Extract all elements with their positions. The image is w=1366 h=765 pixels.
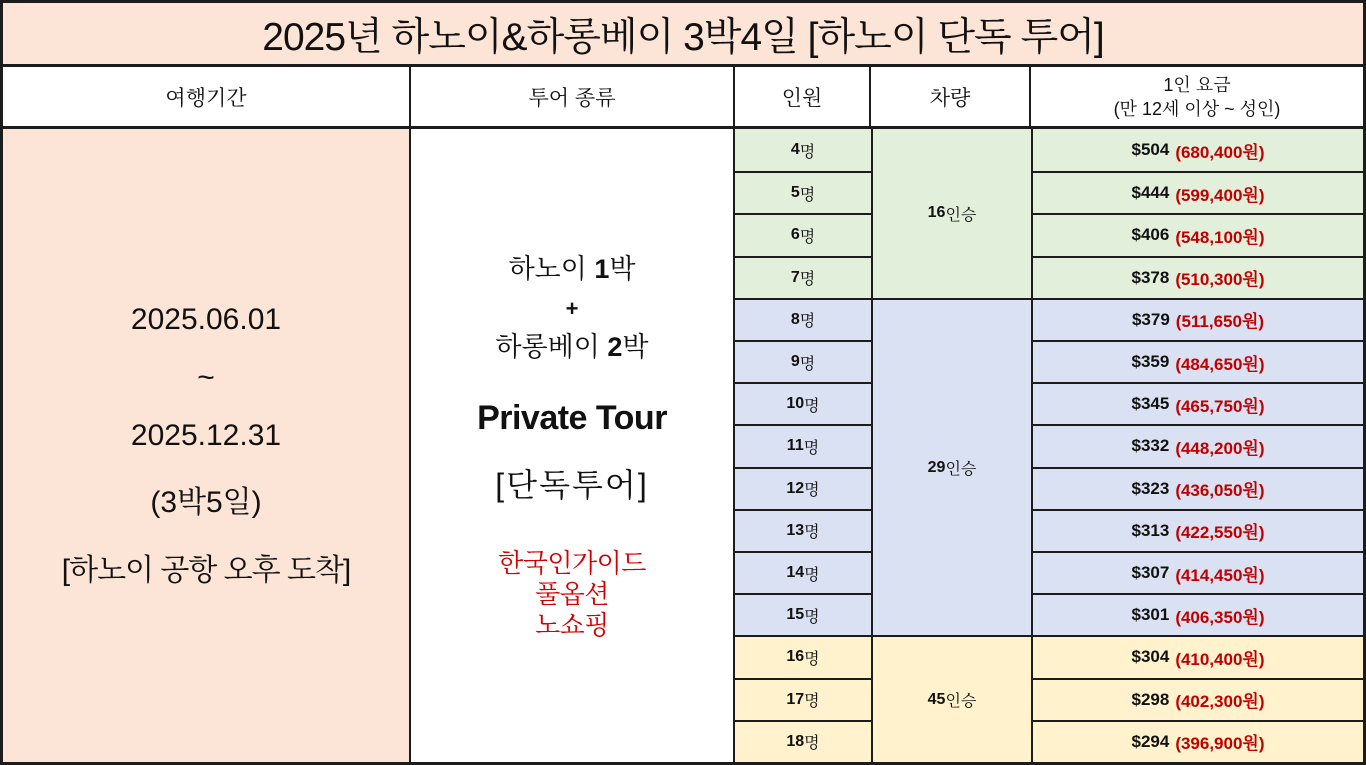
- tour-type-cell: [411, 129, 735, 762]
- people-cell-6: 6 명: [735, 213, 871, 255]
- vehicle-cell-29인승: 29 인승: [871, 298, 1031, 636]
- page-title: 2025년 하노이&하롱베이 3박4일 [하노이 단독 투어]: [3, 3, 1363, 67]
- people-cell-12: 12 명: [735, 467, 871, 509]
- table-header: [3, 67, 1363, 129]
- price-cell-10: $345 (465,750원): [1031, 382, 1363, 424]
- vehicle-cell-45인승: 45 인승: [871, 635, 1031, 762]
- period-duration: (3박5일): [150, 485, 262, 519]
- price-cell-16: $304 (410,400원): [1031, 635, 1363, 677]
- tour-type-label: [단독투어]: [495, 467, 649, 503]
- period-start-date: 2025.06.01: [130, 302, 282, 336]
- feature-full-option: 풀옵션: [535, 579, 609, 609]
- price-cell-12: $323 (436,050원): [1031, 467, 1363, 509]
- price-cell-4: $504 (680,400원): [1031, 129, 1363, 171]
- price-cell-15: $301 (406,350원): [1031, 593, 1363, 635]
- tour-stay-hanoi: 하노이 1박: [508, 254, 636, 284]
- price-cell-7: $378 (510,300원): [1031, 256, 1363, 298]
- price-cell-14: $307 (414,450원): [1031, 551, 1363, 593]
- people-cell-18: 18 명: [735, 720, 871, 762]
- people-cell-16: 16 명: [735, 635, 871, 677]
- people-cell-17: 17 명: [735, 678, 871, 720]
- header-period: 여행기간: [3, 67, 411, 126]
- tour-stay-halong: 하롱베이 2박: [495, 332, 649, 362]
- header-price-line2: (만 12세 이상 ~ 성인): [1113, 98, 1281, 119]
- price-cell-17: $298 (402,300원): [1031, 678, 1363, 720]
- people-cell-14: 14 명: [735, 551, 871, 593]
- people-cell-9: 9 명: [735, 340, 871, 382]
- feature-korean-guide: 한국인가이드: [498, 548, 646, 578]
- travel-period-cell: [3, 129, 411, 762]
- people-cell-10: 10 명: [735, 382, 871, 424]
- price-cell-18: $294 (396,900원): [1031, 720, 1363, 762]
- people-cell-11: 11 명: [735, 424, 871, 466]
- header-people: 인원: [735, 67, 871, 126]
- price-cell-5: $444 (599,400원): [1031, 171, 1363, 213]
- tour-stays: [496, 250, 649, 367]
- price-cell-6: $406 (548,100원): [1031, 213, 1363, 255]
- people-cell-8: 8 명: [735, 298, 871, 340]
- people-cell-7: 7 명: [735, 256, 871, 298]
- people-cell-4: 4 명: [735, 129, 871, 171]
- people-cell-15: 15 명: [735, 593, 871, 635]
- people-cell-13: 13 명: [735, 509, 871, 551]
- feature-no-shopping: 노쇼핑: [535, 610, 609, 640]
- tour-features: [498, 548, 646, 641]
- plus-sign: +: [565, 296, 579, 321]
- header-price-line1: 1인 요금: [1163, 74, 1231, 95]
- price-grid: [735, 129, 1363, 762]
- header-vehicle: 차량: [871, 67, 1031, 126]
- table-body: [3, 129, 1363, 762]
- price-cell-8: $379 (511,650원): [1031, 298, 1363, 340]
- price-cell-9: $359 (484,650원): [1031, 340, 1363, 382]
- tour-name: Private Tour: [477, 399, 667, 437]
- vehicle-cell-16인승: 16 인승: [871, 129, 1031, 298]
- people-cell-5: 5 명: [735, 171, 871, 213]
- price-cell-13: $313 (422,550원): [1031, 509, 1363, 551]
- header-price: [1031, 67, 1363, 126]
- period-arrival-note: [하노이 공항 오후 도착]: [61, 553, 351, 587]
- period-end-date: 2025.12.31: [130, 418, 282, 452]
- period-tilde: ~: [197, 360, 215, 394]
- header-tour-type: 투어 종류: [411, 67, 735, 126]
- price-cell-11: $332 (448,200원): [1031, 424, 1363, 466]
